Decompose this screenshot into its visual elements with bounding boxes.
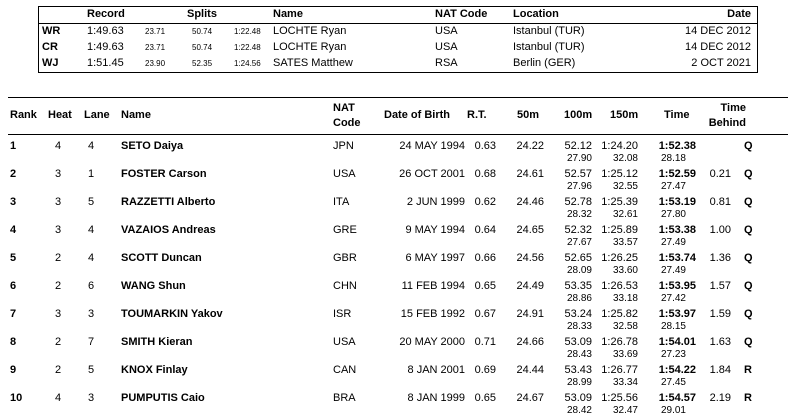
time-behind: 0.21 xyxy=(709,168,731,180)
lap-100m: 28.42 xyxy=(566,405,592,416)
record-location: Istanbul (TUR) xyxy=(513,41,585,53)
record-name: SATES Matthew xyxy=(273,57,353,69)
final-time: 1:54.57 xyxy=(658,392,696,404)
lap-150m: 32.47 xyxy=(612,405,638,416)
header-behind-line1: Time xyxy=(720,102,746,114)
nat-code: GBR xyxy=(333,252,357,264)
rank: 4 xyxy=(10,224,17,236)
split-50m: 24.49 xyxy=(516,280,544,292)
qualification-mark: Q xyxy=(744,280,753,292)
lap-100m: 27.96 xyxy=(566,181,592,192)
record-split-3: 1:22.48 xyxy=(234,43,261,52)
nat-code: GRE xyxy=(333,224,357,236)
result-row xyxy=(8,135,788,163)
split-50m: 24.91 xyxy=(516,308,544,320)
lap-100m: 28.43 xyxy=(566,349,592,360)
lane: 7 xyxy=(88,336,95,348)
split-150m: 1:25.82 xyxy=(601,308,638,320)
header-100m: 100m xyxy=(564,109,593,121)
lap-final: 27.49 xyxy=(660,237,686,248)
lap-final: 27.47 xyxy=(660,181,686,192)
heat: 3 xyxy=(55,196,62,208)
split-50m: 24.66 xyxy=(516,336,544,348)
heat: 4 xyxy=(55,140,62,152)
split-150m: 1:24.20 xyxy=(601,140,638,152)
final-time: 1:52.59 xyxy=(658,168,696,180)
reaction-time: 0.62 xyxy=(474,196,496,208)
rank: 2 xyxy=(10,168,17,180)
record-name: LOCHTE Ryan xyxy=(273,25,347,37)
reaction-time: 0.71 xyxy=(474,336,496,348)
time-behind: 1.84 xyxy=(709,364,731,376)
lane: 1 xyxy=(88,168,95,180)
lap-150m: 32.61 xyxy=(612,209,638,220)
split-50m: 24.61 xyxy=(516,168,544,180)
rank: 3 xyxy=(10,196,17,208)
header-nat xyxy=(333,101,361,131)
record-time: 1:49.63 xyxy=(87,41,124,53)
record-code: WJ xyxy=(42,57,59,69)
split-100m: 52.78 xyxy=(564,196,592,208)
athlete-name: KNOX Finlay xyxy=(121,364,188,376)
reaction-time: 0.64 xyxy=(474,224,496,236)
record-date: 2 OCT 2021 xyxy=(691,57,751,69)
rank: 10 xyxy=(10,392,23,404)
header-rank: Rank xyxy=(10,109,37,121)
records-header-date: Date xyxy=(727,8,751,20)
record-split-1: 23.71 xyxy=(145,27,166,36)
reaction-time: 0.67 xyxy=(474,308,496,320)
records-header-location: Location xyxy=(513,8,559,20)
reaction-time: 0.69 xyxy=(474,364,496,376)
date-of-birth: 6 MAY 1997 xyxy=(405,252,465,264)
lap-150m: 33.57 xyxy=(612,237,638,248)
rank: 6 xyxy=(10,280,17,292)
records-header-nat: NAT Code xyxy=(435,8,488,20)
athlete-name: SMITH Kieran xyxy=(121,336,193,348)
record-code: CR xyxy=(42,41,58,53)
records-header-splits: Splits xyxy=(187,8,217,20)
record-name: LOCHTE Ryan xyxy=(273,41,347,53)
date-of-birth: 9 MAY 1994 xyxy=(405,224,465,236)
lap-final: 27.49 xyxy=(660,265,686,276)
nat-code: CAN xyxy=(333,364,357,376)
split-100m: 53.09 xyxy=(564,336,592,348)
time-behind: 1.00 xyxy=(709,224,731,236)
header-50m: 50m xyxy=(517,109,540,121)
record-split-3: 1:22.48 xyxy=(234,27,261,36)
reaction-time: 0.66 xyxy=(474,252,496,264)
final-time: 1:52.38 xyxy=(658,140,696,152)
split-150m: 1:25.89 xyxy=(601,224,638,236)
record-row xyxy=(39,40,757,56)
lap-final: 27.80 xyxy=(660,209,686,220)
lap-final: 28.18 xyxy=(660,153,686,164)
time-behind: 1.36 xyxy=(709,252,731,264)
lap-final: 29.01 xyxy=(660,405,686,416)
lap-150m: 32.08 xyxy=(612,153,638,164)
heat: 2 xyxy=(55,252,62,264)
header-heat: Heat xyxy=(48,109,72,121)
lap-final: 28.15 xyxy=(660,321,686,332)
result-row xyxy=(8,219,788,247)
record-split-3: 1:24.56 xyxy=(234,59,261,68)
result-row xyxy=(8,191,788,219)
rank: 7 xyxy=(10,308,17,320)
time-behind: 0.81 xyxy=(709,196,731,208)
heat: 4 xyxy=(55,392,62,404)
record-time: 1:49.63 xyxy=(87,25,124,37)
qualification-mark: R xyxy=(744,392,752,404)
date-of-birth: 8 JAN 2001 xyxy=(407,364,465,376)
record-date: 14 DEC 2012 xyxy=(684,41,751,53)
record-date: 14 DEC 2012 xyxy=(684,25,751,37)
reaction-time: 0.68 xyxy=(474,168,496,180)
date-of-birth: 26 OCT 2001 xyxy=(399,168,465,180)
reaction-time: 0.65 xyxy=(474,392,496,404)
final-time: 1:54.22 xyxy=(658,364,696,376)
final-time: 1:53.97 xyxy=(658,308,696,320)
lap-final: 27.42 xyxy=(660,293,686,304)
date-of-birth: 15 FEB 1992 xyxy=(400,308,465,320)
split-50m: 24.65 xyxy=(516,224,544,236)
records-table xyxy=(38,6,758,73)
record-time: 1:51.45 xyxy=(87,57,124,69)
record-split-1: 23.71 xyxy=(145,43,166,52)
lap-150m: 33.18 xyxy=(612,293,638,304)
lane: 3 xyxy=(88,308,95,320)
split-150m: 1:26.25 xyxy=(601,252,638,264)
date-of-birth: 24 MAY 1994 xyxy=(399,140,465,152)
final-time: 1:53.19 xyxy=(658,196,696,208)
athlete-name: RAZZETTI Alberto xyxy=(121,196,216,208)
qualification-mark: R xyxy=(744,364,752,376)
header-nat-line1: NAT xyxy=(333,102,355,114)
record-nat: RSA xyxy=(435,57,458,69)
result-row xyxy=(8,275,788,303)
split-50m: 24.56 xyxy=(516,252,544,264)
heat: 2 xyxy=(55,336,62,348)
lane: 4 xyxy=(88,140,95,152)
split-100m: 53.09 xyxy=(564,392,592,404)
lap-150m: 33.34 xyxy=(612,377,638,388)
athlete-name: SCOTT Duncan xyxy=(121,252,202,264)
final-time: 1:53.95 xyxy=(658,280,696,292)
lap-150m: 32.55 xyxy=(612,181,638,192)
split-50m: 24.44 xyxy=(516,364,544,376)
athlete-name: SETO Daiya xyxy=(121,140,184,152)
lane: 4 xyxy=(88,224,95,236)
heat: 2 xyxy=(55,364,62,376)
split-150m: 1:25.56 xyxy=(601,392,638,404)
split-100m: 52.32 xyxy=(564,224,592,236)
record-row xyxy=(39,24,757,40)
record-split-2: 50.74 xyxy=(192,43,213,52)
lap-100m: 27.90 xyxy=(566,153,592,164)
reaction-time: 0.63 xyxy=(474,140,496,152)
qualification-mark: Q xyxy=(744,140,753,152)
nat-code: BRA xyxy=(333,392,356,404)
split-50m: 24.67 xyxy=(516,392,544,404)
final-time: 1:53.38 xyxy=(658,224,696,236)
rank: 5 xyxy=(10,252,17,264)
nat-code: ISR xyxy=(333,308,352,320)
lap-100m: 27.67 xyxy=(566,237,592,248)
split-100m: 52.57 xyxy=(564,168,592,180)
records-header-name: Name xyxy=(273,8,303,20)
qualification-mark: Q xyxy=(744,308,753,320)
record-code: WR xyxy=(42,25,61,37)
time-behind: 2.19 xyxy=(709,392,731,404)
split-100m: 53.35 xyxy=(564,280,592,292)
lane: 3 xyxy=(88,392,95,404)
nat-code: CHN xyxy=(333,280,357,292)
header-time: Time xyxy=(664,109,690,121)
nat-code: JPN xyxy=(333,140,354,152)
time-behind: 1.59 xyxy=(709,308,731,320)
header-nat-line2: Code xyxy=(333,117,361,129)
split-100m: 53.43 xyxy=(564,364,592,376)
qualification-mark: Q xyxy=(744,252,753,264)
lap-final: 27.45 xyxy=(660,377,686,388)
date-of-birth: 2 JUN 1999 xyxy=(406,196,465,208)
lap-150m: 33.69 xyxy=(612,349,638,360)
heat: 3 xyxy=(55,308,62,320)
records-header xyxy=(39,7,757,24)
date-of-birth: 20 MAY 2000 xyxy=(399,336,465,348)
lane: 5 xyxy=(88,364,95,376)
header-lane: Lane xyxy=(84,109,110,121)
result-row xyxy=(8,331,788,359)
lane: 6 xyxy=(88,280,95,292)
qualification-mark: Q xyxy=(744,168,753,180)
heat: 3 xyxy=(55,168,62,180)
record-split-1: 23.90 xyxy=(145,59,166,68)
qualification-mark: Q xyxy=(744,196,753,208)
lap-100m: 28.09 xyxy=(566,265,592,276)
rank: 1 xyxy=(10,140,17,152)
record-location: Berlin (GER) xyxy=(513,57,576,69)
lap-final: 27.23 xyxy=(660,349,686,360)
results-table xyxy=(8,97,788,415)
lap-100m: 28.32 xyxy=(566,209,592,220)
record-location: Istanbul (TUR) xyxy=(513,25,585,37)
nat-code: ITA xyxy=(333,196,350,208)
result-row xyxy=(8,387,788,415)
athlete-name: WANG Shun xyxy=(121,280,186,292)
nat-code: USA xyxy=(333,336,356,348)
record-row xyxy=(39,56,757,72)
split-100m: 52.12 xyxy=(564,140,592,152)
time-behind: 1.63 xyxy=(709,336,731,348)
header-behind-line2: Behind xyxy=(708,117,746,129)
qualification-mark: Q xyxy=(744,336,753,348)
split-150m: 1:25.39 xyxy=(601,196,638,208)
heat: 2 xyxy=(55,280,62,292)
athlete-name: FOSTER Carson xyxy=(121,168,207,180)
results-header xyxy=(8,97,788,135)
lane: 4 xyxy=(88,252,95,264)
header-name: Name xyxy=(121,109,151,121)
lap-100m: 28.99 xyxy=(566,377,592,388)
date-of-birth: 11 FEB 1994 xyxy=(401,280,465,292)
lane: 5 xyxy=(88,196,95,208)
records-header-record: Record xyxy=(87,8,125,20)
result-row xyxy=(8,163,788,191)
athlete-name: PUMPUTIS Caio xyxy=(121,392,205,404)
lap-150m: 33.60 xyxy=(612,265,638,276)
lap-100m: 28.33 xyxy=(566,321,592,332)
split-150m: 1:26.78 xyxy=(601,336,638,348)
record-split-2: 52.35 xyxy=(192,59,213,68)
nat-code: USA xyxy=(333,168,356,180)
reaction-time: 0.65 xyxy=(474,280,496,292)
result-row xyxy=(8,359,788,387)
time-behind: 1.57 xyxy=(709,280,731,292)
split-150m: 1:26.77 xyxy=(601,364,638,376)
final-time: 1:54.01 xyxy=(658,336,696,348)
athlete-name: VAZAIOS Andreas xyxy=(121,224,216,236)
header-dob: Date of Birth xyxy=(384,109,450,121)
result-row xyxy=(8,247,788,275)
split-50m: 24.22 xyxy=(516,140,544,152)
record-split-2: 50.74 xyxy=(192,27,213,36)
split-100m: 52.65 xyxy=(564,252,592,264)
athlete-name: TOUMARKIN Yakov xyxy=(121,308,223,320)
rank: 8 xyxy=(10,336,17,348)
result-row xyxy=(8,303,788,331)
record-nat: USA xyxy=(435,41,458,53)
split-100m: 53.24 xyxy=(564,308,592,320)
lap-150m: 32.58 xyxy=(612,321,638,332)
lap-100m: 28.86 xyxy=(566,293,592,304)
header-time-behind xyxy=(709,101,746,131)
final-time: 1:53.74 xyxy=(658,252,696,264)
split-50m: 24.46 xyxy=(516,196,544,208)
rank: 9 xyxy=(10,364,17,376)
date-of-birth: 8 JAN 1999 xyxy=(407,392,465,404)
split-150m: 1:26.53 xyxy=(601,280,638,292)
header-rt: R.T. xyxy=(467,109,487,121)
header-150m: 150m xyxy=(610,109,639,121)
qualification-mark: Q xyxy=(744,224,753,236)
split-150m: 1:25.12 xyxy=(601,168,638,180)
record-nat: USA xyxy=(435,25,458,37)
heat: 3 xyxy=(55,224,62,236)
